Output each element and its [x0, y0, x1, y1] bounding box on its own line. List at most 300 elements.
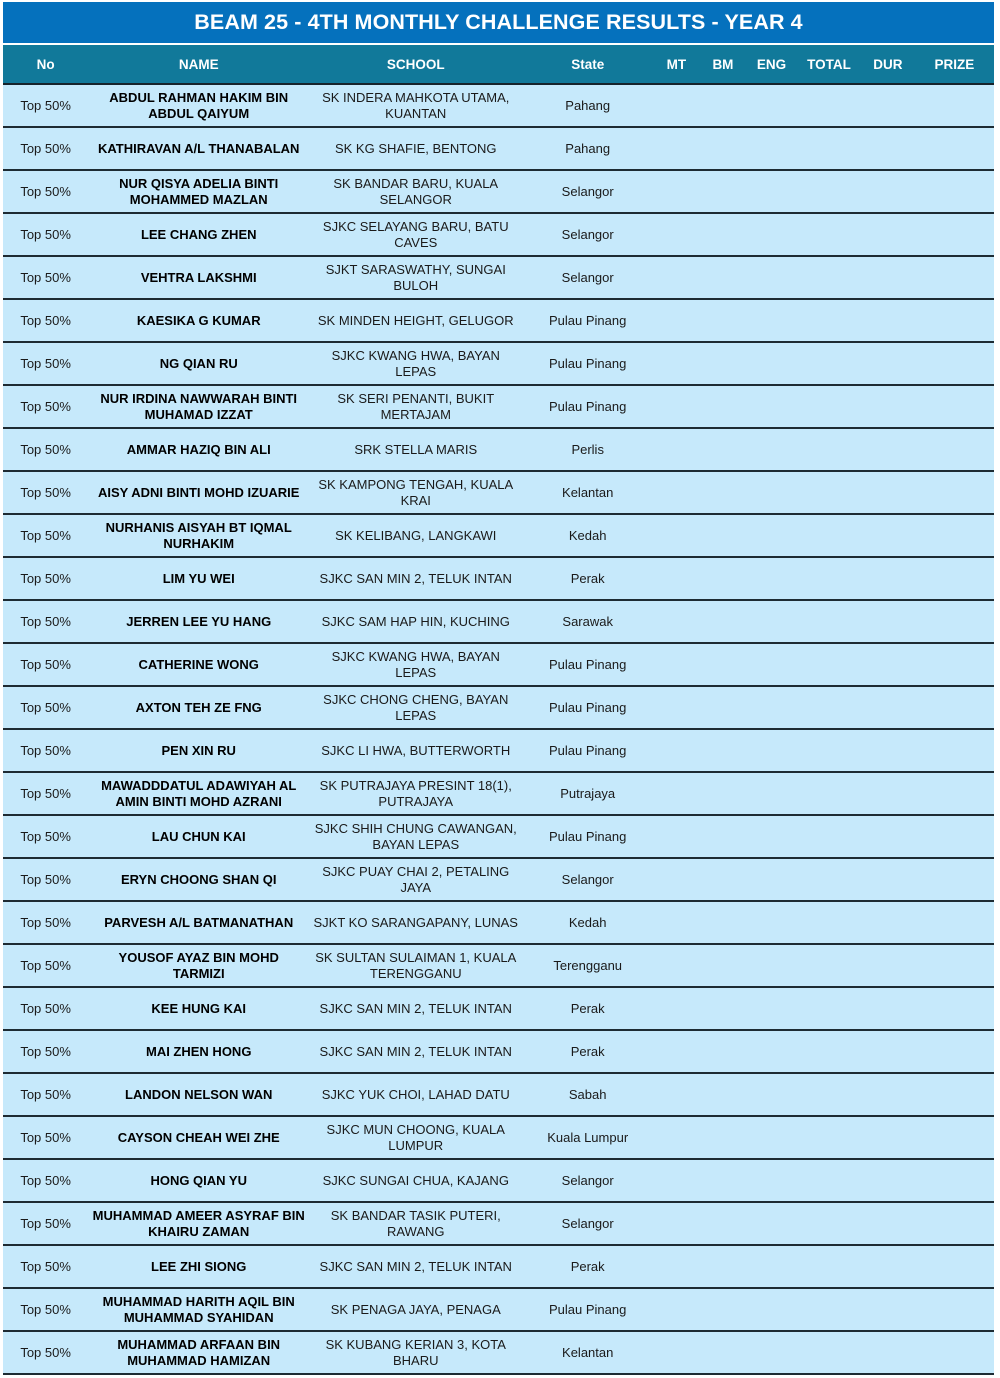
- cell-mt: [653, 1331, 700, 1374]
- cell-no: Top 50%: [3, 1288, 88, 1331]
- cell-state: Sarawak: [522, 600, 653, 643]
- cell-prize: [915, 213, 994, 256]
- cell-school: SJKC SAM HAP HIN, KUCHING: [309, 600, 522, 643]
- cell-prize: [915, 729, 994, 772]
- cell-school: SJKC CHONG CHENG, BAYAN LEPAS: [309, 686, 522, 729]
- table-row: [3, 170, 994, 213]
- cell-total: [797, 858, 861, 901]
- cell-total: [797, 987, 861, 1030]
- cell-name: KAESIKA G KUMAR: [88, 299, 309, 342]
- cell-mt: [653, 729, 700, 772]
- cell-prize: [915, 987, 994, 1030]
- cell-eng: [746, 170, 797, 213]
- cell-no: Top 50%: [3, 1030, 88, 1073]
- cell-no: Top 50%: [3, 1073, 88, 1116]
- cell-no: Top 50%: [3, 213, 88, 256]
- cell-total: [797, 1202, 861, 1245]
- cell-total: [797, 127, 861, 170]
- cell-name: PEN XIN RU: [88, 729, 309, 772]
- cell-total: [797, 342, 861, 385]
- cell-dur: [861, 514, 915, 557]
- cell-state: Kelantan: [522, 471, 653, 514]
- column-header-total[interactable]: TOTAL: [797, 45, 861, 84]
- cell-bm: [700, 385, 747, 428]
- table-row: [3, 815, 994, 858]
- cell-school: SJKC KWANG HWA, BAYAN LEPAS: [309, 342, 522, 385]
- cell-prize: [915, 944, 994, 987]
- cell-no: Top 50%: [3, 686, 88, 729]
- table-row: [3, 944, 994, 987]
- cell-total: [797, 1331, 861, 1374]
- cell-no: Top 50%: [3, 600, 88, 643]
- cell-bm: [700, 170, 747, 213]
- cell-no: Top 50%: [3, 858, 88, 901]
- cell-bm: [700, 643, 747, 686]
- cell-name: VEHTRA LAKSHMI: [88, 256, 309, 299]
- cell-name: LEE ZHI SIONG: [88, 1245, 309, 1288]
- cell-bm: [700, 987, 747, 1030]
- cell-state: Selangor: [522, 858, 653, 901]
- cell-eng: [746, 815, 797, 858]
- cell-mt: [653, 1159, 700, 1202]
- table-row: [3, 772, 994, 815]
- cell-no: Top 50%: [3, 944, 88, 987]
- cell-dur: [861, 557, 915, 600]
- cell-state: Perak: [522, 1030, 653, 1073]
- cell-school: SJKC SUNGAI CHUA, KAJANG: [309, 1159, 522, 1202]
- cell-name: NUR IRDINA NAWWARAH BINTI MUHAMAD IZZAT: [88, 385, 309, 428]
- cell-total: [797, 557, 861, 600]
- cell-name: CATHERINE WONG: [88, 643, 309, 686]
- cell-mt: [653, 471, 700, 514]
- page-title-banner: [3, 2, 994, 43]
- cell-name: NURHANIS AISYAH BT IQMAL NURHAKIM: [88, 514, 309, 557]
- cell-eng: [746, 858, 797, 901]
- cell-school: SJKC SAN MIN 2, TELUK INTAN: [309, 557, 522, 600]
- cell-dur: [861, 815, 915, 858]
- cell-bm: [700, 1030, 747, 1073]
- cell-dur: [861, 1331, 915, 1374]
- cell-no: Top 50%: [3, 385, 88, 428]
- table-row: [3, 84, 994, 127]
- table-row: [3, 127, 994, 170]
- cell-total: [797, 385, 861, 428]
- column-header-state[interactable]: State: [522, 45, 653, 84]
- cell-mt: [653, 1202, 700, 1245]
- cell-mt: [653, 600, 700, 643]
- cell-school: SJKT SARASWATHY, SUNGAI BULOH: [309, 256, 522, 299]
- cell-school: SK SULTAN SULAIMAN 1, KUALA TERENGGANU: [309, 944, 522, 987]
- cell-state: Pahang: [522, 84, 653, 127]
- cell-mt: [653, 299, 700, 342]
- cell-total: [797, 1159, 861, 1202]
- cell-school: SJKC SHIH CHUNG CAWANGAN, BAYAN LEPAS: [309, 815, 522, 858]
- cell-school: SJKC SAN MIN 2, TELUK INTAN: [309, 1245, 522, 1288]
- cell-total: [797, 901, 861, 944]
- table-row: [3, 901, 994, 944]
- cell-prize: [915, 1245, 994, 1288]
- cell-total: [797, 1030, 861, 1073]
- cell-name: LANDON NELSON WAN: [88, 1073, 309, 1116]
- cell-dur: [861, 127, 915, 170]
- table-row: [3, 1073, 994, 1116]
- cell-school: SK KUBANG KERIAN 3, KOTA BHARU: [309, 1331, 522, 1374]
- cell-total: [797, 1288, 861, 1331]
- cell-dur: [861, 385, 915, 428]
- cell-school: SK INDERA MAHKOTA UTAMA, KUANTAN: [309, 84, 522, 127]
- cell-dur: [861, 1159, 915, 1202]
- cell-bm: [700, 342, 747, 385]
- cell-eng: [746, 729, 797, 772]
- cell-total: [797, 84, 861, 127]
- cell-dur: [861, 1245, 915, 1288]
- cell-name: HONG QIAN YU: [88, 1159, 309, 1202]
- cell-mt: [653, 772, 700, 815]
- cell-name: MAI ZHEN HONG: [88, 1030, 309, 1073]
- cell-school: SJKC KWANG HWA, BAYAN LEPAS: [309, 643, 522, 686]
- cell-state: Pulau Pinang: [522, 342, 653, 385]
- column-header-no[interactable]: No: [3, 45, 88, 84]
- cell-state: Kedah: [522, 514, 653, 557]
- cell-prize: [915, 643, 994, 686]
- cell-eng: [746, 600, 797, 643]
- cell-total: [797, 1245, 861, 1288]
- cell-eng: [746, 1116, 797, 1159]
- cell-total: [797, 514, 861, 557]
- cell-prize: [915, 600, 994, 643]
- table-row: [3, 987, 994, 1030]
- cell-no: Top 50%: [3, 1116, 88, 1159]
- cell-eng: [746, 385, 797, 428]
- cell-bm: [700, 901, 747, 944]
- cell-dur: [861, 1202, 915, 1245]
- cell-prize: [915, 557, 994, 600]
- cell-name: CAYSON CHEAH WEI ZHE: [88, 1116, 309, 1159]
- cell-no: Top 50%: [3, 1202, 88, 1245]
- cell-name: KATHIRAVAN A/L THANABALAN: [88, 127, 309, 170]
- page-title: BEAM 25 - 4TH MONTHLY CHALLENGE RESULTS - YEAR 4: [194, 9, 803, 34]
- cell-total: [797, 1116, 861, 1159]
- table-header-row: [3, 45, 994, 84]
- cell-eng: [746, 299, 797, 342]
- cell-mt: [653, 84, 700, 127]
- cell-name: AXTON TEH ZE FNG: [88, 686, 309, 729]
- cell-total: [797, 686, 861, 729]
- table-row: [3, 299, 994, 342]
- results-table: [3, 45, 994, 1375]
- cell-mt: [653, 1245, 700, 1288]
- cell-name: LIM YU WEI: [88, 557, 309, 600]
- cell-name: MUHAMMAD ARFAAN BIN MUHAMMAD HAMIZAN: [88, 1331, 309, 1374]
- cell-dur: [861, 1073, 915, 1116]
- cell-bm: [700, 729, 747, 772]
- cell-bm: [700, 600, 747, 643]
- cell-dur: [861, 600, 915, 643]
- cell-name: LEE CHANG ZHEN: [88, 213, 309, 256]
- cell-bm: [700, 256, 747, 299]
- cell-state: Perlis: [522, 428, 653, 471]
- cell-eng: [746, 557, 797, 600]
- cell-bm: [700, 1245, 747, 1288]
- cell-name: MUHAMMAD AMEER ASYRAF BIN KHAIRU ZAMAN: [88, 1202, 309, 1245]
- cell-eng: [746, 428, 797, 471]
- cell-dur: [861, 213, 915, 256]
- cell-total: [797, 600, 861, 643]
- cell-eng: [746, 901, 797, 944]
- cell-bm: [700, 1159, 747, 1202]
- cell-eng: [746, 772, 797, 815]
- cell-dur: [861, 299, 915, 342]
- column-header-prize[interactable]: PRIZE: [915, 45, 994, 84]
- cell-name: LAU CHUN KAI: [88, 815, 309, 858]
- cell-dur: [861, 256, 915, 299]
- table-row: [3, 1288, 994, 1331]
- cell-state: Pulau Pinang: [522, 299, 653, 342]
- cell-mt: [653, 514, 700, 557]
- cell-prize: [915, 1073, 994, 1116]
- cell-state: Pulau Pinang: [522, 385, 653, 428]
- cell-mt: [653, 1030, 700, 1073]
- cell-no: Top 50%: [3, 772, 88, 815]
- cell-bm: [700, 213, 747, 256]
- cell-bm: [700, 772, 747, 815]
- cell-state: Perak: [522, 557, 653, 600]
- cell-eng: [746, 1245, 797, 1288]
- column-header-eng[interactable]: ENG: [746, 45, 797, 84]
- table-row: [3, 1116, 994, 1159]
- cell-state: Selangor: [522, 170, 653, 213]
- cell-eng: [746, 256, 797, 299]
- cell-bm: [700, 1073, 747, 1116]
- cell-dur: [861, 643, 915, 686]
- cell-no: Top 50%: [3, 471, 88, 514]
- cell-eng: [746, 84, 797, 127]
- cell-prize: [915, 1116, 994, 1159]
- cell-no: Top 50%: [3, 84, 88, 127]
- cell-dur: [861, 901, 915, 944]
- cell-dur: [861, 729, 915, 772]
- table-body: [3, 84, 994, 1374]
- cell-no: Top 50%: [3, 256, 88, 299]
- cell-school: SK BANDAR BARU, KUALA SELANGOR: [309, 170, 522, 213]
- cell-prize: [915, 1331, 994, 1374]
- cell-eng: [746, 1073, 797, 1116]
- cell-prize: [915, 1288, 994, 1331]
- cell-state: Kelantan: [522, 1331, 653, 1374]
- cell-bm: [700, 1202, 747, 1245]
- table-row: [3, 385, 994, 428]
- cell-no: Top 50%: [3, 299, 88, 342]
- cell-school: SJKC LI HWA, BUTTERWORTH: [309, 729, 522, 772]
- cell-eng: [746, 213, 797, 256]
- cell-eng: [746, 643, 797, 686]
- cell-total: [797, 729, 861, 772]
- table-row: [3, 514, 994, 557]
- cell-bm: [700, 1331, 747, 1374]
- table-row: [3, 1245, 994, 1288]
- cell-prize: [915, 84, 994, 127]
- cell-eng: [746, 1159, 797, 1202]
- cell-mt: [653, 987, 700, 1030]
- cell-total: [797, 1073, 861, 1116]
- column-header-bm[interactable]: BM: [700, 45, 747, 84]
- cell-eng: [746, 471, 797, 514]
- cell-eng: [746, 1288, 797, 1331]
- cell-total: [797, 643, 861, 686]
- cell-prize: [915, 858, 994, 901]
- cell-total: [797, 213, 861, 256]
- cell-dur: [861, 170, 915, 213]
- cell-eng: [746, 686, 797, 729]
- cell-school: SK SERI PENANTI, BUKIT MERTAJAM: [309, 385, 522, 428]
- cell-dur: [861, 858, 915, 901]
- cell-no: Top 50%: [3, 557, 88, 600]
- cell-name: NG QIAN RU: [88, 342, 309, 385]
- cell-prize: [915, 471, 994, 514]
- cell-bm: [700, 1288, 747, 1331]
- cell-dur: [861, 1030, 915, 1073]
- cell-school: SK BANDAR TASIK PUTERI, RAWANG: [309, 1202, 522, 1245]
- cell-no: Top 50%: [3, 901, 88, 944]
- cell-name: AMMAR HAZIQ BIN ALI: [88, 428, 309, 471]
- table-row: [3, 471, 994, 514]
- cell-mt: [653, 213, 700, 256]
- table-row: [3, 1030, 994, 1073]
- cell-dur: [861, 471, 915, 514]
- table-header: [3, 45, 994, 84]
- cell-mt: [653, 256, 700, 299]
- cell-eng: [746, 1030, 797, 1073]
- cell-state: Pulau Pinang: [522, 686, 653, 729]
- cell-school: SJKC SAN MIN 2, TELUK INTAN: [309, 1030, 522, 1073]
- table-row: [3, 557, 994, 600]
- cell-no: Top 50%: [3, 1245, 88, 1288]
- cell-prize: [915, 428, 994, 471]
- cell-mt: [653, 1288, 700, 1331]
- cell-bm: [700, 815, 747, 858]
- cell-dur: [861, 772, 915, 815]
- cell-eng: [746, 1331, 797, 1374]
- table-row: [3, 342, 994, 385]
- table-row: [3, 1202, 994, 1245]
- cell-state: Pahang: [522, 127, 653, 170]
- table-row: [3, 213, 994, 256]
- table-row: [3, 858, 994, 901]
- cell-bm: [700, 944, 747, 987]
- cell-eng: [746, 127, 797, 170]
- cell-school: SJKC MUN CHOONG, KUALA LUMPUR: [309, 1116, 522, 1159]
- cell-state: Perak: [522, 987, 653, 1030]
- cell-state: Pulau Pinang: [522, 1288, 653, 1331]
- cell-school: SJKT KO SARANGAPANY, LUNAS: [309, 901, 522, 944]
- cell-prize: [915, 772, 994, 815]
- cell-name: MUHAMMAD HARITH AQIL BIN MUHAMMAD SYAHIDAN: [88, 1288, 309, 1331]
- cell-total: [797, 256, 861, 299]
- cell-prize: [915, 1159, 994, 1202]
- cell-mt: [653, 428, 700, 471]
- table-row: [3, 729, 994, 772]
- cell-state: Sabah: [522, 1073, 653, 1116]
- cell-dur: [861, 1288, 915, 1331]
- cell-state: Pulau Pinang: [522, 643, 653, 686]
- column-header-school[interactable]: SCHOOL: [309, 45, 522, 84]
- cell-bm: [700, 1116, 747, 1159]
- cell-mt: [653, 385, 700, 428]
- table-row: [3, 686, 994, 729]
- cell-mt: [653, 170, 700, 213]
- cell-dur: [861, 944, 915, 987]
- column-header-dur[interactable]: DUR: [861, 45, 915, 84]
- cell-no: Top 50%: [3, 815, 88, 858]
- cell-dur: [861, 987, 915, 1030]
- cell-name: AISY ADNI BINTI MOHD IZUARIE: [88, 471, 309, 514]
- cell-eng: [746, 944, 797, 987]
- cell-bm: [700, 299, 747, 342]
- cell-no: Top 50%: [3, 342, 88, 385]
- cell-school: SJKC PUAY CHAI 2, PETALING JAYA: [309, 858, 522, 901]
- cell-state: Selangor: [522, 1159, 653, 1202]
- cell-mt: [653, 342, 700, 385]
- cell-mt: [653, 815, 700, 858]
- cell-bm: [700, 686, 747, 729]
- cell-no: Top 50%: [3, 1159, 88, 1202]
- table-row: [3, 428, 994, 471]
- cell-mt: [653, 1116, 700, 1159]
- cell-total: [797, 471, 861, 514]
- cell-total: [797, 944, 861, 987]
- cell-prize: [915, 901, 994, 944]
- cell-state: Selangor: [522, 256, 653, 299]
- cell-school: SK MINDEN HEIGHT, GELUGOR: [309, 299, 522, 342]
- cell-state: Pulau Pinang: [522, 815, 653, 858]
- cell-bm: [700, 557, 747, 600]
- cell-prize: [915, 1202, 994, 1245]
- cell-no: Top 50%: [3, 1331, 88, 1374]
- cell-mt: [653, 557, 700, 600]
- cell-mt: [653, 944, 700, 987]
- column-header-mt[interactable]: MT: [653, 45, 700, 84]
- cell-name: ABDUL RAHMAN HAKIM BIN ABDUL QAIYUM: [88, 84, 309, 127]
- cell-total: [797, 772, 861, 815]
- cell-name: JERREN LEE YU HANG: [88, 600, 309, 643]
- cell-prize: [915, 299, 994, 342]
- column-header-name[interactable]: NAME: [88, 45, 309, 84]
- cell-state: Selangor: [522, 1202, 653, 1245]
- cell-name: NUR QISYA ADELIA BINTI MOHAMMED MAZLAN: [88, 170, 309, 213]
- cell-total: [797, 815, 861, 858]
- table-row: [3, 256, 994, 299]
- cell-name: KEE HUNG KAI: [88, 987, 309, 1030]
- cell-prize: [915, 686, 994, 729]
- cell-state: Putrajaya: [522, 772, 653, 815]
- cell-state: Pulau Pinang: [522, 729, 653, 772]
- cell-bm: [700, 84, 747, 127]
- cell-state: Selangor: [522, 213, 653, 256]
- cell-no: Top 50%: [3, 514, 88, 557]
- cell-dur: [861, 686, 915, 729]
- cell-total: [797, 170, 861, 213]
- cell-prize: [915, 256, 994, 299]
- cell-school: SRK STELLA MARIS: [309, 428, 522, 471]
- cell-bm: [700, 428, 747, 471]
- cell-school: SK PENAGA JAYA, PENAGA: [309, 1288, 522, 1331]
- cell-name: MAWADDDATUL ADAWIYAH AL AMIN BINTI MOHD AZRANI: [88, 772, 309, 815]
- cell-school: SK PUTRAJAYA PRESINT 18(1), PUTRAJAYA: [309, 772, 522, 815]
- cell-mt: [653, 127, 700, 170]
- cell-school: SK KELIBANG, LANGKAWI: [309, 514, 522, 557]
- table-row: [3, 643, 994, 686]
- cell-mt: [653, 858, 700, 901]
